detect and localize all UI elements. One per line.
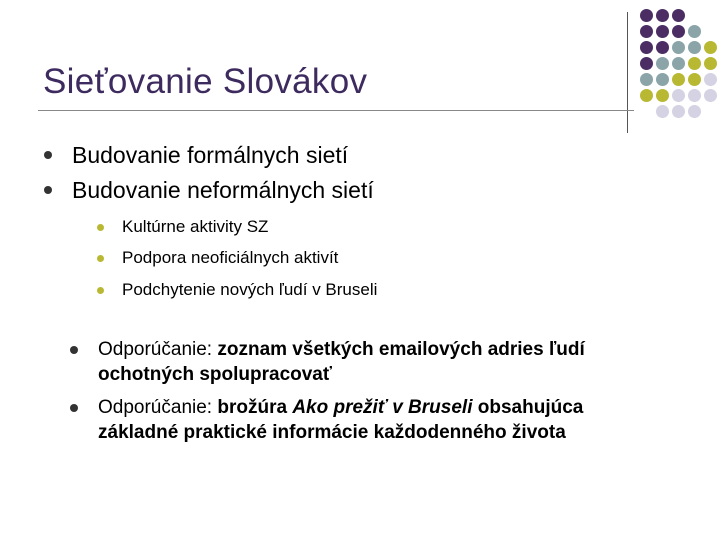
recommendation-text: brožúra bbox=[217, 397, 293, 418]
dot-purple bbox=[640, 41, 653, 54]
recommendation-brochure bbox=[98, 395, 583, 420]
recommendation-email-list-cont: ochotných spolupracovať bbox=[98, 364, 332, 385]
recommendation-prefix: Odporúčanie: bbox=[98, 339, 218, 360]
title-divider bbox=[38, 110, 634, 111]
sub-bullet-new-people: Podchytenie nových ľudí v Bruseli bbox=[122, 280, 378, 299]
dot-purple bbox=[656, 25, 669, 38]
bullet-dot bbox=[70, 404, 78, 412]
dot-olive bbox=[688, 73, 701, 86]
dot-lavender bbox=[688, 105, 701, 118]
dot-olive bbox=[672, 73, 685, 86]
dot-teal bbox=[656, 73, 669, 86]
dot-teal bbox=[688, 41, 701, 54]
dot-teal bbox=[640, 73, 653, 86]
recommendation-prefix: Odporúčanie: bbox=[98, 397, 218, 418]
sub-bullet-dot bbox=[97, 224, 104, 231]
sub-bullet-dot bbox=[97, 255, 104, 262]
sub-bullet-dot bbox=[97, 287, 104, 294]
dot-olive bbox=[704, 57, 717, 70]
dot-purple bbox=[640, 25, 653, 38]
dot-lavender bbox=[704, 89, 717, 102]
brochure-title: Ako prežiť v Bruseli bbox=[292, 397, 473, 418]
dot-purple bbox=[656, 41, 669, 54]
dot-teal bbox=[656, 57, 669, 70]
dot-olive bbox=[704, 41, 717, 54]
dot-lavender bbox=[672, 105, 685, 118]
dot-lavender bbox=[672, 89, 685, 102]
dot-teal bbox=[672, 57, 685, 70]
dot-teal bbox=[672, 41, 685, 54]
recommendation-text: obsahujúca bbox=[472, 397, 584, 418]
dot-olive bbox=[656, 89, 669, 102]
decorative-vertical-line bbox=[627, 12, 628, 133]
bullet-formal-networks: Budovanie formálnych sietí bbox=[72, 142, 349, 168]
bullet-informal-networks: Budovanie neformálnych sietí bbox=[72, 177, 374, 203]
dot-purple bbox=[672, 25, 685, 38]
recommendation-brochure-cont: základné praktické informácie každodenného života bbox=[98, 422, 566, 443]
slide-title: Sieťovanie Slovákov bbox=[43, 62, 368, 101]
bullet-dot bbox=[70, 346, 78, 354]
recommendation-text: zoznam všetkých emailových adries ľudí bbox=[217, 339, 585, 360]
dot-lavender bbox=[704, 73, 717, 86]
dot-purple bbox=[672, 9, 685, 22]
recommendation-email-list bbox=[98, 337, 585, 362]
dot-purple bbox=[640, 57, 653, 70]
dot-olive bbox=[640, 89, 653, 102]
dot-purple bbox=[656, 9, 669, 22]
dot-purple bbox=[640, 9, 653, 22]
bullet-dot bbox=[44, 186, 52, 194]
dot-teal bbox=[688, 25, 701, 38]
sub-bullet-cultural-activities: Kultúrne aktivity SZ bbox=[122, 217, 269, 236]
dot-lavender bbox=[656, 105, 669, 118]
dot-lavender bbox=[688, 89, 701, 102]
dot-olive bbox=[688, 57, 701, 70]
bullet-dot bbox=[44, 151, 52, 159]
sub-bullet-unofficial-activities: Podpora neoficiálnych aktivít bbox=[122, 248, 339, 267]
